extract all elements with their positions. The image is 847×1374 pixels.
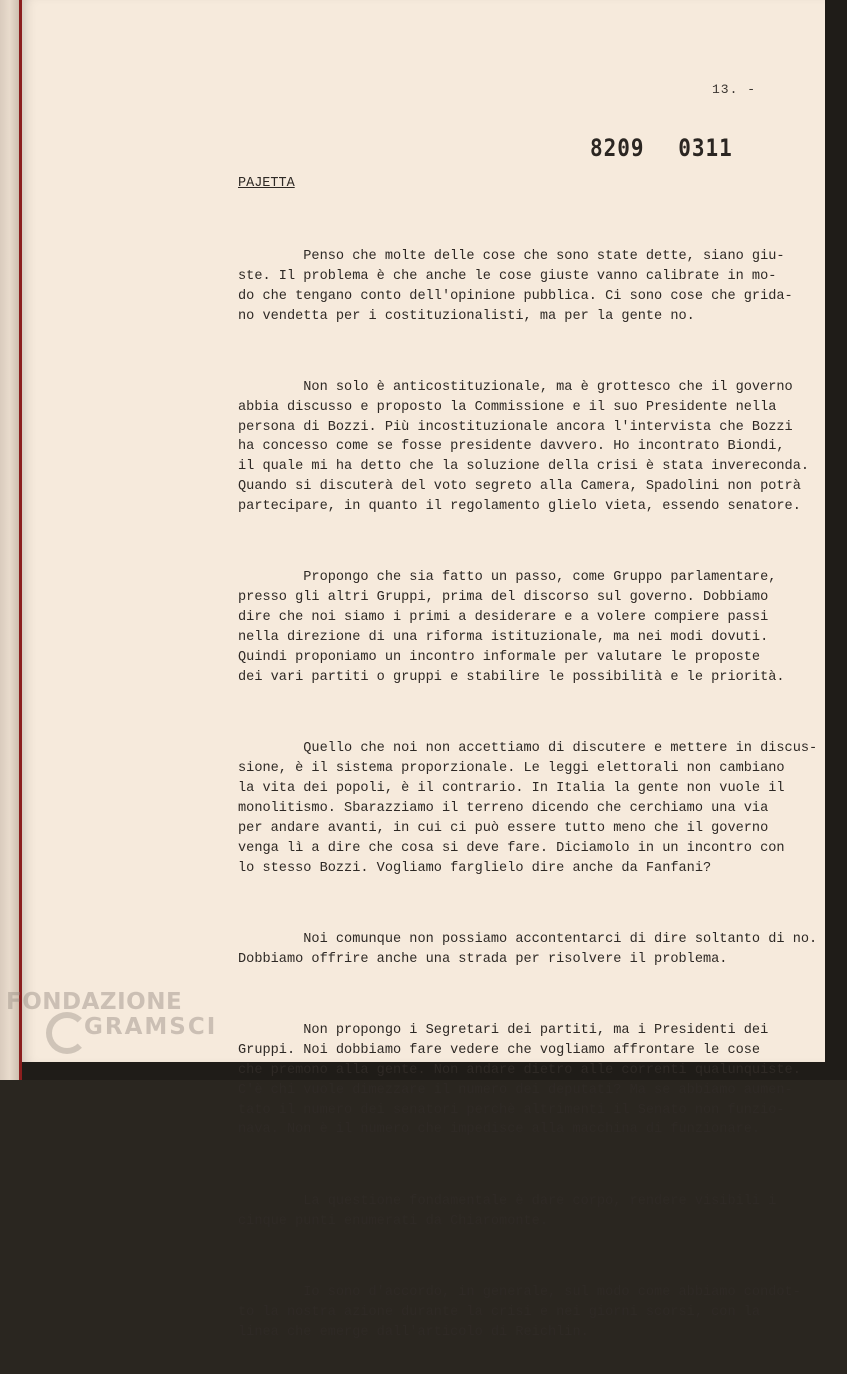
speaker-heading: PAJETTA xyxy=(238,176,295,191)
paragraph: Quello che noi non accettiamo di discutere e mettere in discus- sione, è il sistema proporzionale. Le leggi elettorali non cambiano la vita dei popoli, è il contrario. In Italia la gente non vuole il monolitismo. Sbarazziamo il terreno dicendo che cerchiamo una via per andare avanti, in cui ci può essere tutto meno che il governo venga lì a dire che cosa si deve fare. Diciamolo in un incontro con lo stesso Bozzi. Vogliamo farglielo dire anche da Fanfani? xyxy=(238,741,818,876)
paragraph: Non propongo i Segretari dei partiti, ma i Presidenti dei Gruppi. Noi dobbiamo fare vedere che vogliamo affrontare le cose che premono alla gente. Non andare dietro alle correnti qualunquiste. C'è chi vuole dimezzare il numero dei deputati? Ma se abbiamo aumen- tato il numero dei senatori perchè altrimenti il Senato non funzio- nava. Non è il numero che impedisce alla macchina di funzionare. xyxy=(238,1022,801,1138)
paragraph: Non solo è anticostituzionale, ma è grottesco che il governo abbia discusso e proposto la Commissione e il suo Presidente nella persona di Bozzi. Più incostituzionale ancora l'intervista che Bozzi ha concesso come se fosse presidente davvero. Ho incontrato Biondi, il quale mi ha detto che la soluzione della crisi è stata invereconda. Quando si discuterà del voto segreto alla Camera, Spadolini non potrà partecipare, in quanto il regolamento glielo vieta, essendo senatore. xyxy=(238,379,810,515)
background-right xyxy=(825,0,847,1080)
page-number: 13. - xyxy=(712,82,757,97)
left-page-edge xyxy=(0,0,22,1080)
watermark-line1: FONDAZIONE xyxy=(6,989,183,1015)
paragraph: Io sono d'accordo, in generale, sul modo come abbiamo condot- to la nostra azione durante la crisi e nei giorni scorsi, con la linea che emerge dall'articolo di Reichlin. xyxy=(238,1284,801,1340)
foundation-watermark xyxy=(6,990,217,1040)
paragraph: Noi comunque non possiamo accontentarci di dire soltanto di Dobbiamo offrire anche una strada per risolvere il problema. xyxy=(238,931,785,967)
archive-stamp: 8209 0311 xyxy=(590,134,733,162)
paragraph: Penso che molte delle cose che sono state dette, siano giu- ste. Il problema è che anche le cose giuste vanno calibrate in mo- do che tengano conto dell'opinione pubblica. Ci sono cose che grida- no vendetta per i costituzionalisti, ma per la gente no. xyxy=(238,248,793,324)
paragraph: La questione fondamentale è dare corpo, rendere visibili i cinque punti enumerati da Chiaromonte. xyxy=(238,1193,777,1229)
paragraph: Propongo che sia fatto un passo, come Gruppo parlamentare, presso gli altri Gruppi, prima del discorso sul governo. Dobbiamo dire che noi siamo i primi a desiderare e a volere compiere passi nella direzione di una riforma istituzionale, ma nei modi dovuti. Quindi proponiamo un incontro informale per valutare le proposte dei vari partiti o gruppi e stabilire le possibilità e le priorità. xyxy=(238,570,785,685)
document-body xyxy=(238,207,818,1374)
watermark-logo-icon xyxy=(46,1012,88,1054)
watermark-line2: GRAMSCI xyxy=(84,1014,218,1040)
